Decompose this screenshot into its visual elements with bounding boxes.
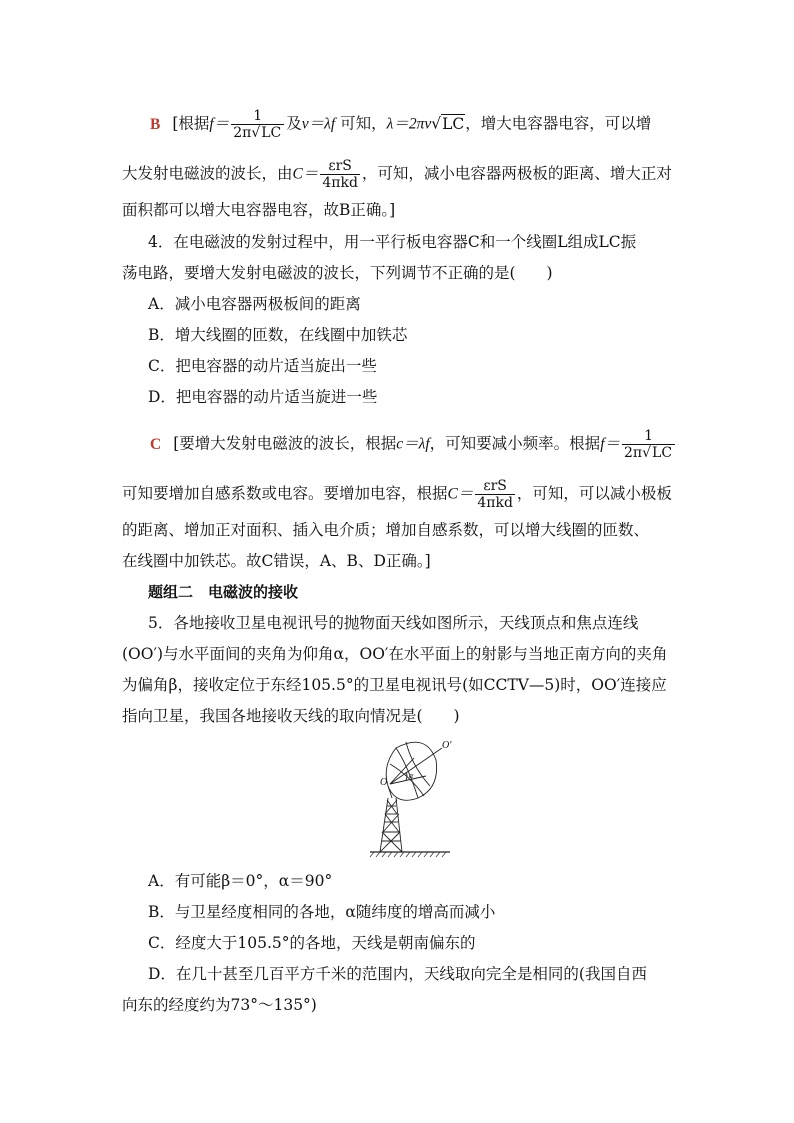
q3-answer-line2: [122, 158, 672, 191]
fraction-numerator: 1: [231, 108, 284, 125]
q4-answer-line4: 在线圈中加铁芯。故C错误，A、B、D正确。]: [122, 552, 431, 570]
fraction-denominator: 2π√LC: [624, 445, 673, 461]
formula: C＝: [292, 165, 319, 183]
tower: [380, 798, 402, 852]
text: 大发射电磁波的波长，由: [122, 164, 293, 183]
formula: λ＝2πv: [386, 115, 432, 133]
q4-option-d: D．把电容器的动片适当旋进一些: [148, 388, 378, 406]
q4-option-b: B．增大线圈的匝数，在线圈中加铁芯: [148, 326, 408, 344]
text: ，增大电容器电容，可以增: [465, 114, 652, 133]
formula: C＝: [447, 485, 474, 503]
q4-stem-line1: 4．在电磁波的发射过程中，用一平行板电容器C和一个线圈L组成LC振: [148, 233, 637, 251]
fraction-numerator: εrS: [475, 478, 515, 495]
formula: f＝: [209, 115, 230, 133]
text: 可知要增加自感系数或电容。要增加电容，根据: [122, 484, 448, 503]
text: 可知，: [340, 114, 387, 133]
fraction-denominator: 4πkd: [322, 175, 358, 191]
q5-option-c: C．经度大于105.5°的各地，天线是朝南偏东的: [148, 934, 476, 952]
sqrt-content: LC: [442, 114, 465, 133]
sqrt-content: LC: [261, 125, 282, 141]
q4-option-c: C．把电容器的动片适当旋出一些: [148, 357, 377, 375]
q5-stem-line4: 指向卫星，我国各地接收天线的取向情况是( ): [122, 707, 460, 725]
text: ，可知，可以减小极板: [516, 484, 672, 503]
fraction-denominator: 2π√LC: [233, 125, 282, 141]
label-alpha: α: [409, 771, 414, 780]
q4-answer-line2: [122, 478, 672, 511]
sqrt-content: LC: [652, 445, 673, 461]
fraction: [475, 478, 515, 511]
q5-option-d-line1: D．在几十甚至几百平方千米的范围内，天线取向完全是相同的(我国自西: [148, 965, 647, 983]
fraction-denominator: 4πkd: [477, 495, 513, 511]
text: ，可知要减小频率。根据: [429, 434, 601, 453]
q5-stem-line3: 为偏角β，接收定位于东经105.5°的卫星电视讯号(如CCTV—5)时，OO′连接应: [122, 676, 667, 694]
text: 及: [286, 114, 302, 133]
q5-stem-line2: (OO′)与水平面间的夹角为仰角α，OO′在水平面上的射影与当地正南方向的夹角: [122, 645, 668, 663]
fraction-numerator: 1: [622, 428, 675, 445]
q3-answer-line1: B [根据f＝ $\frac{1}{2\pi√LC}$ 及v＝λf 可知，λ＝2πv√LC，增大电容器电容，可以增: [150, 108, 652, 141]
q4-option-a: A．减小电容器两极板间的距离: [148, 295, 361, 313]
den-text: 2π: [233, 125, 252, 141]
formula: c＝λf: [396, 435, 430, 453]
section-heading: 题组二 电磁波的接收: [148, 583, 299, 601]
fraction: [622, 428, 675, 461]
antenna-figure: [366, 736, 456, 858]
fraction: [320, 158, 360, 191]
dish: [386, 742, 442, 800]
fraction-numerator: εrS: [320, 158, 360, 175]
q4-answer-line1: [150, 428, 677, 461]
q5-option-b: B．与卫星经度相同的各地，α随纬度的增高而减小: [148, 903, 496, 921]
formula: f＝: [600, 435, 620, 453]
q4-answer-line3: 的距离、增加正对面积、插入电介质；增加自感系数，可以增大线圈的匝数、: [122, 521, 650, 539]
q4-stem-line2: 荡电路，要增大发射电磁波的波长，下列调节不正确的是( ): [122, 264, 553, 282]
q5-option-a: A．有可能β＝0°，α＝90°: [148, 872, 333, 890]
den-text: 2π: [624, 445, 643, 461]
answer-letter: C: [150, 435, 162, 453]
q5-stem-line1: 5．各地接收卫星电视讯号的抛物面天线如图所示，天线顶点和焦点连线: [148, 614, 639, 632]
q3-answer-line3: 面积都可以增大电容器电容，故B正确。]: [122, 201, 396, 219]
answer-letter: B: [150, 115, 161, 133]
text: [要增大发射电磁波的波长，根据: [173, 434, 397, 453]
fraction: [231, 108, 284, 141]
q5-option-d-line2: 向东的经度约为73°～135°): [122, 996, 317, 1014]
text: [根据: [172, 114, 210, 133]
text: ，可知，减小电容器两极板的距离、增大正对: [361, 164, 672, 183]
ground-hatch: [370, 852, 446, 857]
label-o: O: [380, 777, 388, 788]
label-o-prime: O′: [442, 740, 452, 751]
formula: v＝λf: [301, 115, 336, 133]
